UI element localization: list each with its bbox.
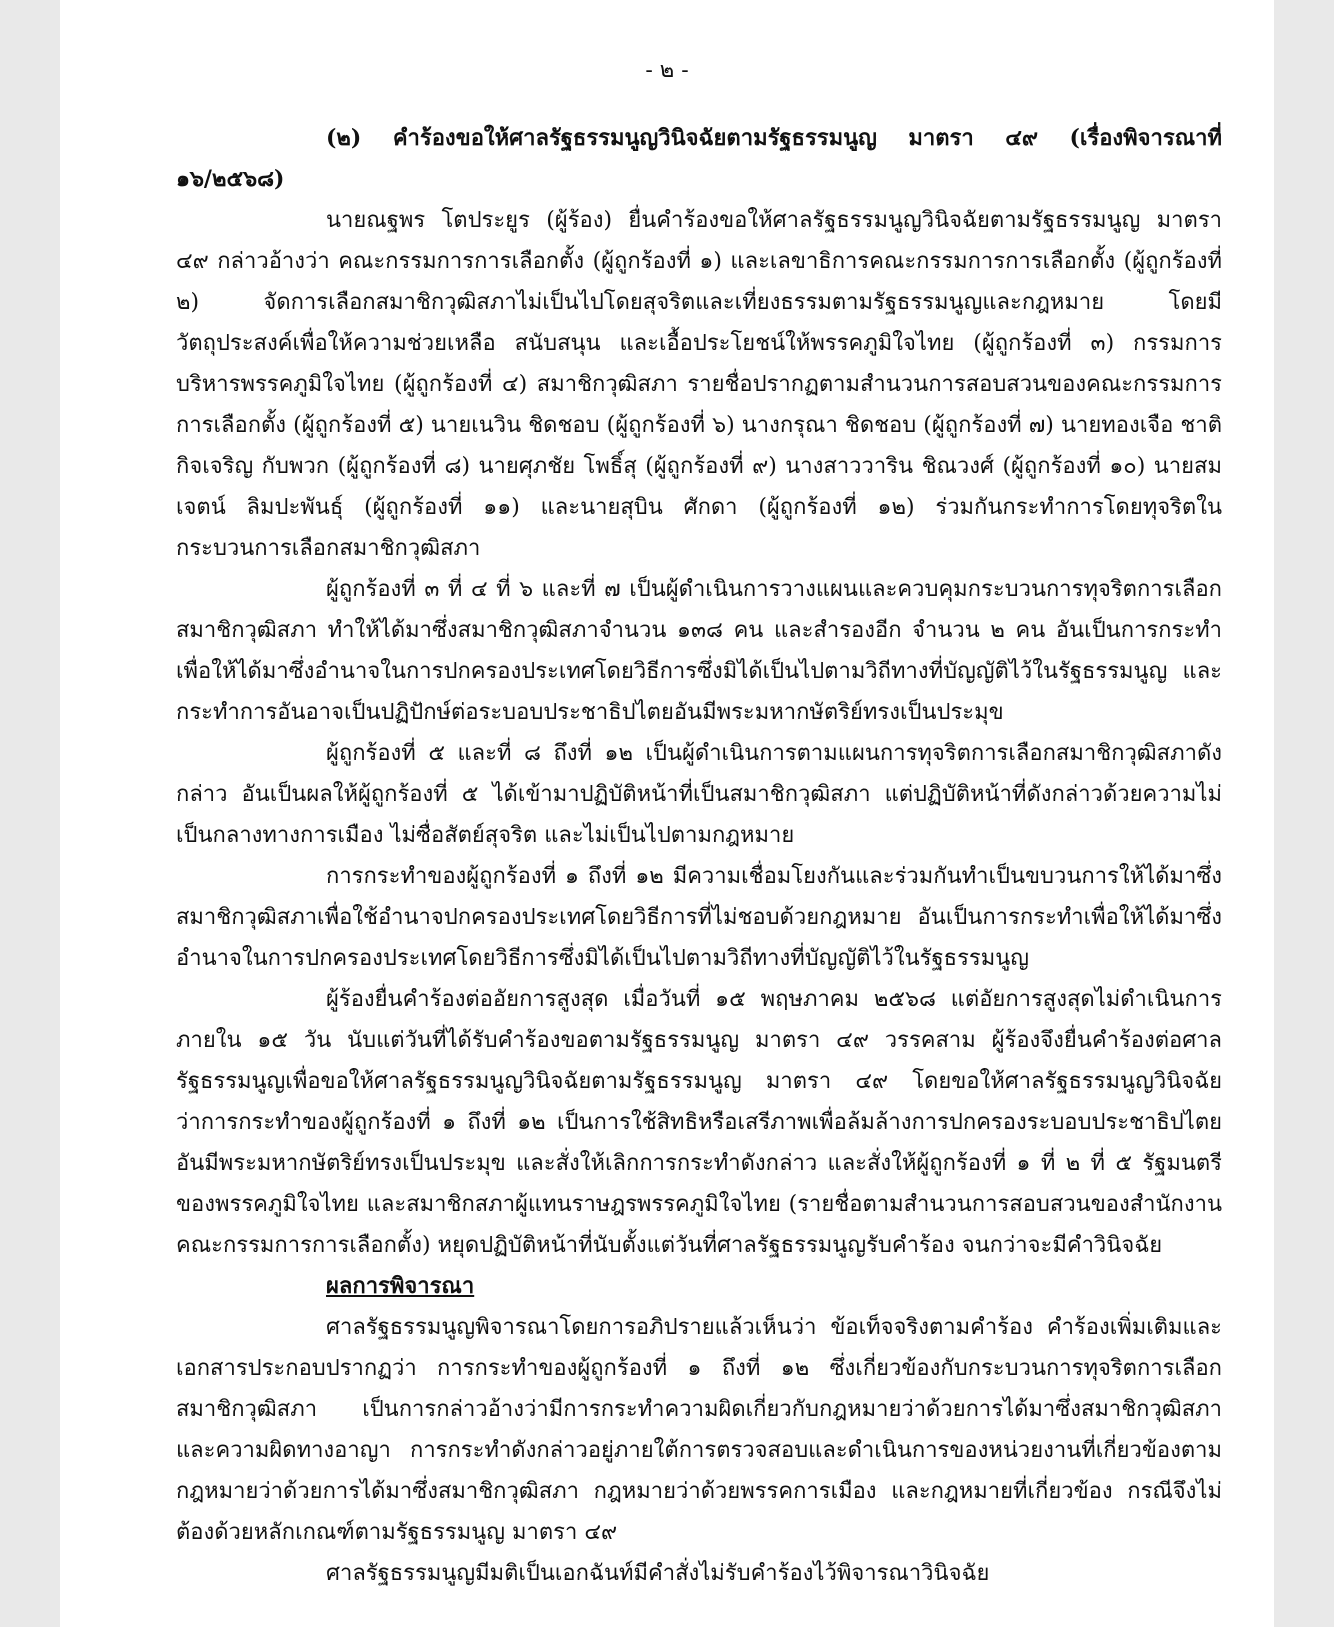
- document-body: [176, 118, 1222, 1594]
- paragraph: นายณฐพร โตประยูร (ผู้ร้อง) ยื่นคำร้องขอให้ศาลรัฐธรรมนูญวินิจฉัยตามรัฐธรรมนูญ มาตรา ๔๙ กล่าวอ้างว่า คณะกรรมการการเลือกตั้ง (ผู้ถูกร้องที่ ๑) และเลขาธิการคณะกรรมการการเลือกตั้ง (ผู้ถูกร้องที่ ๒) จัดการเลือกสมาชิกวุฒิสภาไม่เป็นไปโดยสุจริตและเที่ยงธรรมตามรัฐธรรมนูญและกฎหมาย โดยมีวัตถุประสงค์เพื่อให้ความช่วยเหลือ สนับสนุน และเอื้อประโยชน์ให้พรรคภูมิใจไทย (ผู้ถูกร้องที่ ๓) กรรมการบริหารพรรคภูมิใจไทย (ผู้ถูกร้องที่ ๔) สมาชิกวุฒิสภา รายชื่อปรากฏตามสำนวนการสอบสวนของคณะกรรมการการเลือกตั้ง (ผู้ถูกร้องที่ ๕) นายเนวิน ชิดชอบ (ผู้ถูกร้องที่ ๖) นางกรุณา ชิดชอบ (ผู้ถูกร้องที่ ๗) นายทองเจือ ชาติกิจเจริญ กับพวก (ผู้ถูกร้องที่ ๘) นายศุภชัย โพธิ์สุ (ผู้ถูกร้องที่ ๙) นางสาววาริน ชิณวงศ์ (ผู้ถูกร้องที่ ๑๐) นายสมเจตน์ ลิมปะพันธุ์ (ผู้ถูกร้องที่ ๑๑) และนายสุบิน ศักดา (ผู้ถูกร้องที่ ๑๒) ร่วมกันกระทำการโดยทุจริตในกระบวนการเลือกสมาชิกวุฒิสภา: [176, 208, 1222, 561]
- page-number: - ๒ -: [645, 58, 689, 83]
- paragraph: ศาลรัฐธรรมนูญพิจารณาโดยการอภิปรายแล้วเห็นว่า ข้อเท็จจริงตามคำร้อง คำร้องเพิ่มเติมและเอกสารประกอบปรากฏว่า การกระทำของผู้ถูกร้องที่ ๑ ถึงที่ ๑๒ ซึ่งเกี่ยวข้องกับกระบวนการทุจริตการเลือกสมาชิกวุฒิสภา เป็นการกล่าวอ้างว่ามีการกระทำความผิดเกี่ยวกับกฎหมายว่าด้วยการได้มาซึ่งสมาชิกวุฒิสภาและความผิดทางอาญา การกระทำดังกล่าวอยู่ภายใต้การตรวจสอบและดำเนินการของหน่วยงานที่เกี่ยวข้องตามกฎหมายว่าด้วยการได้มาซึ่งสมาชิกวุฒิสภา กฎหมายว่าด้วยพรรคการเมือง และกฎหมายที่เกี่ยวข้อง กรณีจึงไม่ต้องด้วยหลักเกณฑ์ตามรัฐธรรมนูญ มาตรา ๔๙: [176, 1315, 1222, 1545]
- paragraph: ผู้ร้องยื่นคำร้องต่ออัยการสูงสุด เมื่อวันที่ ๑๕ พฤษภาคม ๒๕๖๘ แต่อัยการสูงสุดไม่ดำเนินการภายใน ๑๕ วัน นับแต่วันที่ได้รับคำร้องขอตามรัฐธรรมนูญ มาตรา ๔๙ วรรคสาม ผู้ร้องจึงยื่นคำร้องต่อศาลรัฐธรรมนูญเพื่อขอให้ศาลรัฐธรรมนูญวินิจฉัยตามรัฐธรรมนูญ มาตรา ๔๙ โดยขอให้ศาลรัฐธรรมนูญวินิจฉัยว่าการกระทำของผู้ถูกร้องที่ ๑ ถึงที่ ๑๒ เป็นการใช้สิทธิหรือเสรีภาพเพื่อล้มล้างการปกครองระบอบประชาธิปไตยอันมีพระมหากษัตริย์ทรงเป็นประมุข และสั่งให้เลิกการกระทำดังกล่าว และสั่งให้ผู้ถูกร้องที่ ๑ ที่ ๒ ที่ ๕ รัฐมนตรีของพรรคภูมิใจไทย และสมาชิกสภาผู้แทนราษฎรพรรคภูมิใจไทย (รายชื่อตามสำนวนการสอบสวนของสำนักงานคณะกรรมการการเลือกตั้ง) หยุดปฏิบัติหน้าที่นับตั้งแต่วันที่ศาลรัฐธรรมนูญรับคำร้อง จนกว่าจะมีคำวินิจฉัย: [176, 987, 1222, 1258]
- paragraph: ศาลรัฐธรรมนูญมีมติเป็นเอกฉันท์มีคำสั่งไม่รับคำร้องไว้พิจารณาวินิจฉัย: [326, 1561, 990, 1586]
- paragraph: ผู้ถูกร้องที่ ๓ ที่ ๔ ที่ ๖ และที่ ๗ เป็นผู้ดำเนินการวางแผนและควบคุมกระบวนการทุจริตการเลือกสมาชิกวุฒิสภา ทำให้ได้มาซึ่งสมาชิกวุฒิสภาจำนวน ๑๓๘ คน และสำรองอีก จำนวน ๒ คน อันเป็นการกระทำเพื่อให้ได้มาซึ่งอำนาจในการปกครองประเทศโดยวิธีการซึ่งมิได้เป็นไปตามวิถีทางที่บัญญัติไว้ในรัฐธรรมนูญ และกระทำการอันอาจเป็นปฏิปักษ์ต่อระบอบประชาธิปไตยอันมีพระมหากษัตริย์ทรงเป็นประมุข: [176, 577, 1222, 725]
- section-title: ผลการพิจารณา: [326, 1273, 475, 1299]
- document-page: [60, 0, 1274, 1627]
- paragraph: ผู้ถูกร้องที่ ๕ และที่ ๘ ถึงที่ ๑๒ เป็นผู้ดำเนินการตามแผนการทุจริตการเลือกสมาชิกวุฒิสภาดังกล่าว อันเป็นผลให้ผู้ถูกร้องที่ ๕ ได้เข้ามาปฏิบัติหน้าที่เป็นสมาชิกวุฒิสภา แต่ปฏิบัติหน้าที่ดังกล่าวด้วยความไม่เป็นกลางทางการเมือง ไม่ซื่อสัตย์สุจริต และไม่เป็นไปตามกฎหมาย: [176, 741, 1222, 848]
- paragraph: การกระทำของผู้ถูกร้องที่ ๑ ถึงที่ ๑๒ มีความเชื่อมโยงกันและร่วมกันทำเป็นขบวนการให้ได้มาซึ่งสมาชิกวุฒิสภาเพื่อใช้อำนาจปกครองประเทศโดยวิธีการที่ไม่ชอบด้วยกฎหมาย อันเป็นการกระทำเพื่อให้ได้มาซึ่งอำนาจในการปกครองประเทศโดยวิธีการซึ่งมิได้เป็นไปตามวิถีทางที่บัญญัติไว้ในรัฐธรรมนูญ: [176, 864, 1222, 971]
- case-heading: (๒) คำร้องขอให้ศาลรัฐธรรมนูญวินิจฉัยตามรัฐธรรมนูญ มาตรา ๔๙ (เรื่องพิจารณาที่ ๑๖/๒๕๖๘): [176, 125, 1222, 192]
